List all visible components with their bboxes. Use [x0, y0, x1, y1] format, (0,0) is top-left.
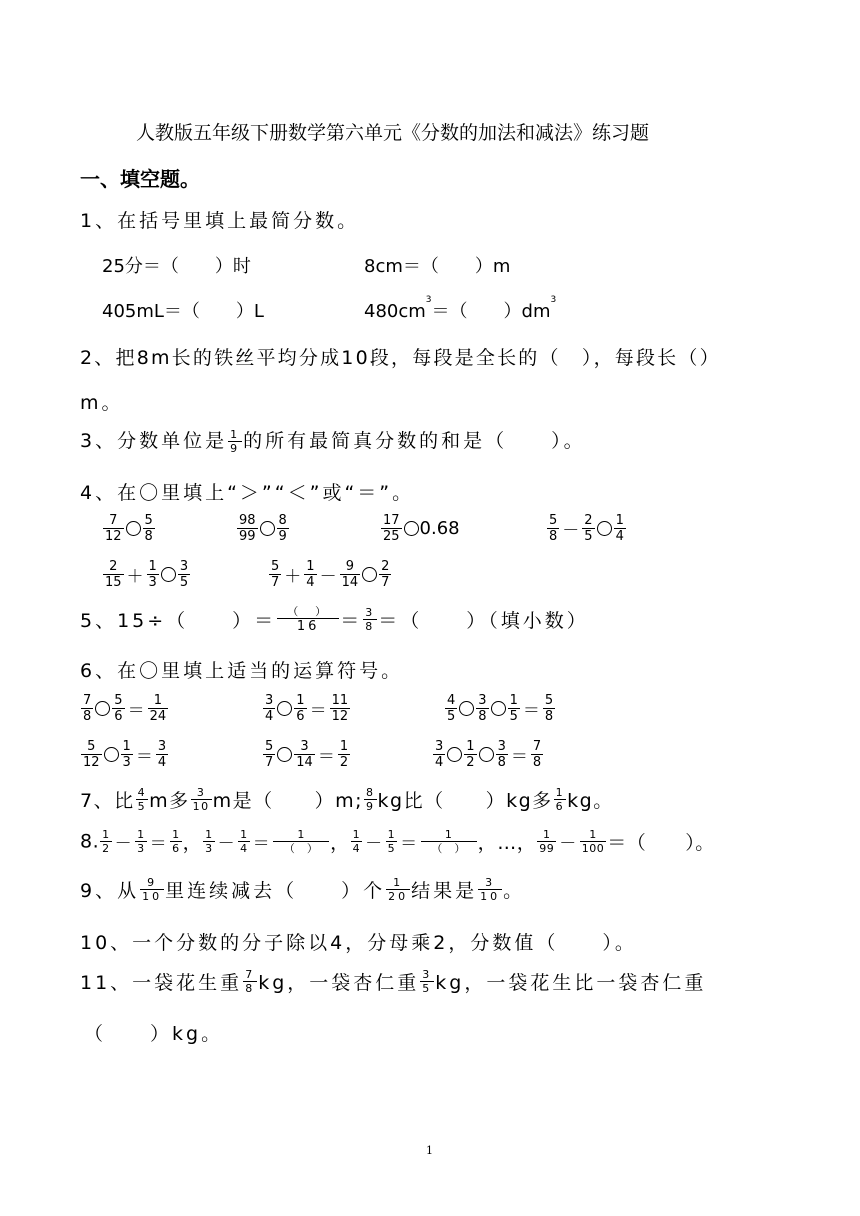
blank-circle[interactable] [491, 701, 506, 716]
compare-item-1: $\frac{7}{12}$ $\frac{5}{8}$ [105, 513, 153, 544]
blank-circle[interactable] [277, 701, 292, 716]
blank-circle[interactable] [104, 747, 119, 762]
question-3: 3、分数单位是 $\frac{1}{9}$ 的所有最简真分数的和是（ ）。 [80, 428, 586, 455]
compare-item-2: $\frac{98}{99}$ $\frac{8}{9}$ [239, 513, 287, 544]
operator-item-6: $\frac{3}{4}$ $\frac{1}{2}$ $\frac{3}{8}$ ＝ $\frac{7}{8}$ [435, 739, 542, 770]
question-1d: $480cm^3=$（ ）$dm^3$ [364, 295, 557, 322]
blank-circle[interactable] [126, 521, 141, 536]
operator-item-1: $\frac{7}{8}$ $\frac{5}{6}$ ＝ $\frac{1}{24}$ [83, 693, 167, 724]
question-7: 7、比 $\frac{4}{5}$ m多 $\frac{3}{10}$ m是（ ）m; $\frac{8}{9}$ kg比（ ）kg多 $\frac{1}{6}$ kg。 [80, 786, 614, 813]
compare-item-6: $\frac{5}{7}$ ＋ $\frac{1}{4}$ － $\frac{9}{14}$ $\frac{2}{7}$ [271, 559, 390, 590]
blank-circle[interactable] [277, 747, 292, 762]
compare-item-4: $\frac{5}{8}$ － $\frac{2}{5}$ $\frac{1}{4}$ [549, 513, 624, 544]
compare-item-3: $\frac{17}{25}$ 0.68 [383, 513, 460, 544]
question-2-line1: 2、把8m长的铁丝平均分成10段，每段是全长的（ ），每段长（） [80, 347, 721, 369]
question-11-line1: 11、一袋花生重 $\frac{7}{8}$ kg，一袋杏仁重 $\frac{3}{5}$ kg，一袋花生比一袋杏仁重 [80, 968, 707, 995]
blank-circle[interactable] [404, 521, 419, 536]
question-11-line2: （ ）kg。 [84, 1023, 224, 1045]
operator-item-5: $\frac{5}{7}$ $\frac{3}{14}$ ＝ $\frac{1}{2}$ [265, 739, 349, 770]
question-8: 8. $\frac{1}{2}$ － $\frac{1}{3}$ ＝ $\frac{1}{6}$ ， $\frac{1}{3}$ － $\frac{1}{4}$ ＝ 1 （ ） ， $\frac{1}{4}$ － $\frac{1}{5}$ ＝ 1 （ ） ，…， $\frac{1}{99}$ － $\frac{1}{100}$ ＝（ ）。 [80, 828, 715, 855]
blank-circle[interactable] [95, 701, 110, 716]
blank-circle[interactable] [597, 521, 612, 536]
blank-circle[interactable] [161, 567, 176, 582]
question-1b: 8cm＝（ ）m [364, 256, 511, 277]
blank-circle[interactable] [260, 521, 275, 536]
operator-item-4: $\frac{5}{12}$ $\frac{1}{3}$ ＝ $\frac{3}{4}$ [83, 739, 167, 770]
fraction: $\frac{1}{9}$ [230, 428, 241, 455]
question-4-stem: 4、在〇里填上“＞”“＜”或“＝”。 [80, 482, 415, 504]
page-title: 人教版五年级下册数学第六单元《分数的加法和减法》练习题 [136, 122, 650, 144]
compare-item-5: $\frac{2}{15}$ ＋ $\frac{1}{3}$ $\frac{3}{5}$ [105, 559, 189, 590]
blank-circle[interactable] [459, 701, 474, 716]
question-6-stem: 6、在〇里填上适当的运算符号。 [80, 660, 404, 682]
blank-circle[interactable] [479, 747, 494, 762]
question-1-stem: 1、在括号里填上最简分数。 [80, 210, 360, 232]
question-1c: 405mL＝（ ）L [102, 301, 264, 322]
blank-circle[interactable] [362, 567, 377, 582]
page-number: 1 [426, 1144, 433, 1157]
blank-circle[interactable] [447, 747, 462, 762]
question-10: 10、一个分数的分子除以4，分母乘2，分数值（ ）。 [80, 932, 637, 954]
question-2-line2: m。 [80, 392, 124, 414]
question-1a: 25分＝（ ）时 [102, 256, 251, 277]
operator-item-3: $\frac{4}{5}$ $\frac{3}{8}$ $\frac{1}{5}$ ＝ $\frac{5}{8}$ [447, 693, 554, 724]
question-5: 5、15÷（ ）＝ （ ） 16 ＝ $\frac{3}{8}$ ＝（ ）（填小数） [80, 605, 589, 634]
question-9: 9、从 $\frac{9}{10}$ 里连续减去（ ）个 $\frac{1}{20}$ 结果是 $\frac{3}{10}$ 。 [80, 876, 526, 903]
section-heading-fill-blank: 一、填空题。 [80, 167, 200, 191]
operator-item-2: $\frac{3}{4}$ $\frac{1}{6}$ ＝ $\frac{11}{12}$ [265, 693, 349, 724]
